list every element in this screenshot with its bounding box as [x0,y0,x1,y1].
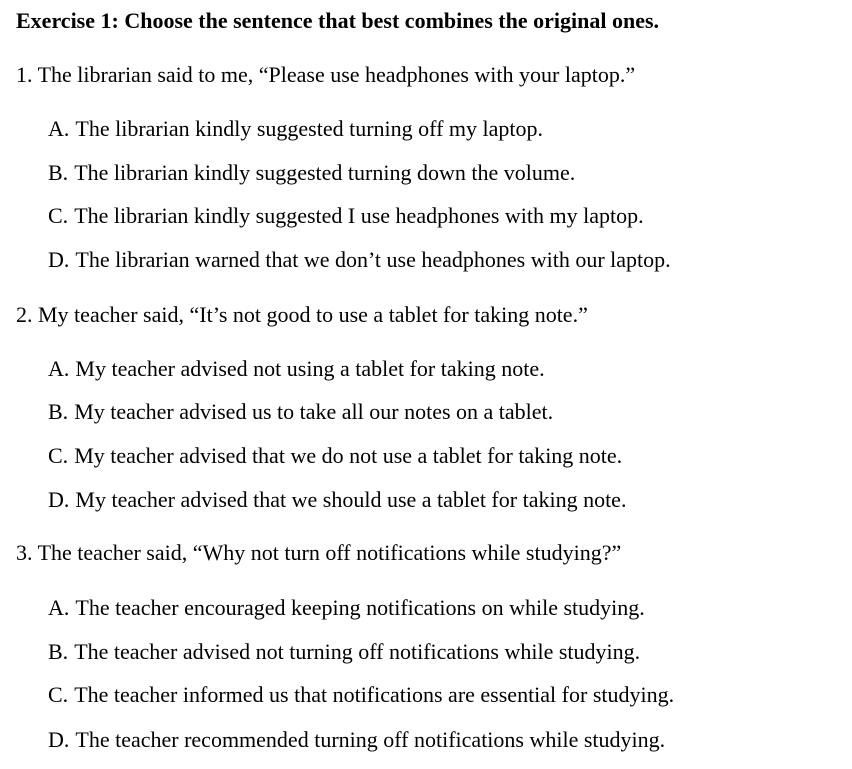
option-letter: D. [48,487,70,512]
question-1-stem: 1. The librarian said to me, “Please use headphones with your laptop.” [16,62,636,87]
question-2-option-a[interactable] [48,354,545,384]
option-text: The librarian kindly suggested turning down the volume. [74,160,576,185]
option-text: My teacher advised that we should use a tablet for taking note. [75,487,627,512]
question-1-option-d[interactable] [48,245,671,275]
option-text: The teacher advised not turning off notifications while studying. [74,639,641,664]
option-letter: A. [48,595,70,620]
question-3-option-a[interactable] [48,593,645,623]
question-3-option-c[interactable] [48,680,674,710]
option-text: My teacher advised us to take all our notes on a tablet. [74,399,554,424]
option-letter: B. [48,399,69,424]
option-letter: C. [48,443,69,468]
option-letter: B. [48,160,69,185]
question-1-option-c[interactable] [48,201,644,231]
question-2-option-d[interactable] [48,485,626,515]
question-2-option-c[interactable] [48,441,622,471]
option-letter: A. [48,116,70,141]
question-1-option-b[interactable] [48,158,575,188]
option-letter: D. [48,247,70,272]
option-text: The librarian kindly suggested turning off my laptop. [75,116,544,141]
option-text: My teacher advised that we do not use a tablet for taking note. [74,443,623,468]
option-letter: B. [48,639,69,664]
option-letter: C. [48,203,69,228]
question-1-option-a[interactable] [48,114,543,144]
question-3-option-b[interactable] [48,637,640,667]
question-2-stem: 2. My teacher said, “It’s not good to use a tablet for taking note.” [16,302,588,327]
option-text: The teacher recommended turning off notifications while studying. [75,727,666,752]
question-2-option-b[interactable] [48,397,553,427]
option-text: The teacher informed us that notifications are essential for studying. [74,682,675,707]
question-3-option-d[interactable] [48,725,665,755]
question-3-stem: 3. The teacher said, “Why not turn off notifications while studying?” [16,540,622,565]
option-text: The librarian warned that we don’t use headphones with our laptop. [75,247,671,272]
option-letter: D. [48,727,70,752]
option-text: The librarian kindly suggested I use headphones with my laptop. [74,203,644,228]
option-letter: C. [48,682,69,707]
option-text: My teacher advised not using a tablet for taking note. [75,356,545,381]
option-letter: A. [48,356,70,381]
option-text: The teacher encouraged keeping notifications on while studying. [75,595,645,620]
exercise-title: Exercise 1: Choose the sentence that best combines the original ones. [16,8,660,33]
